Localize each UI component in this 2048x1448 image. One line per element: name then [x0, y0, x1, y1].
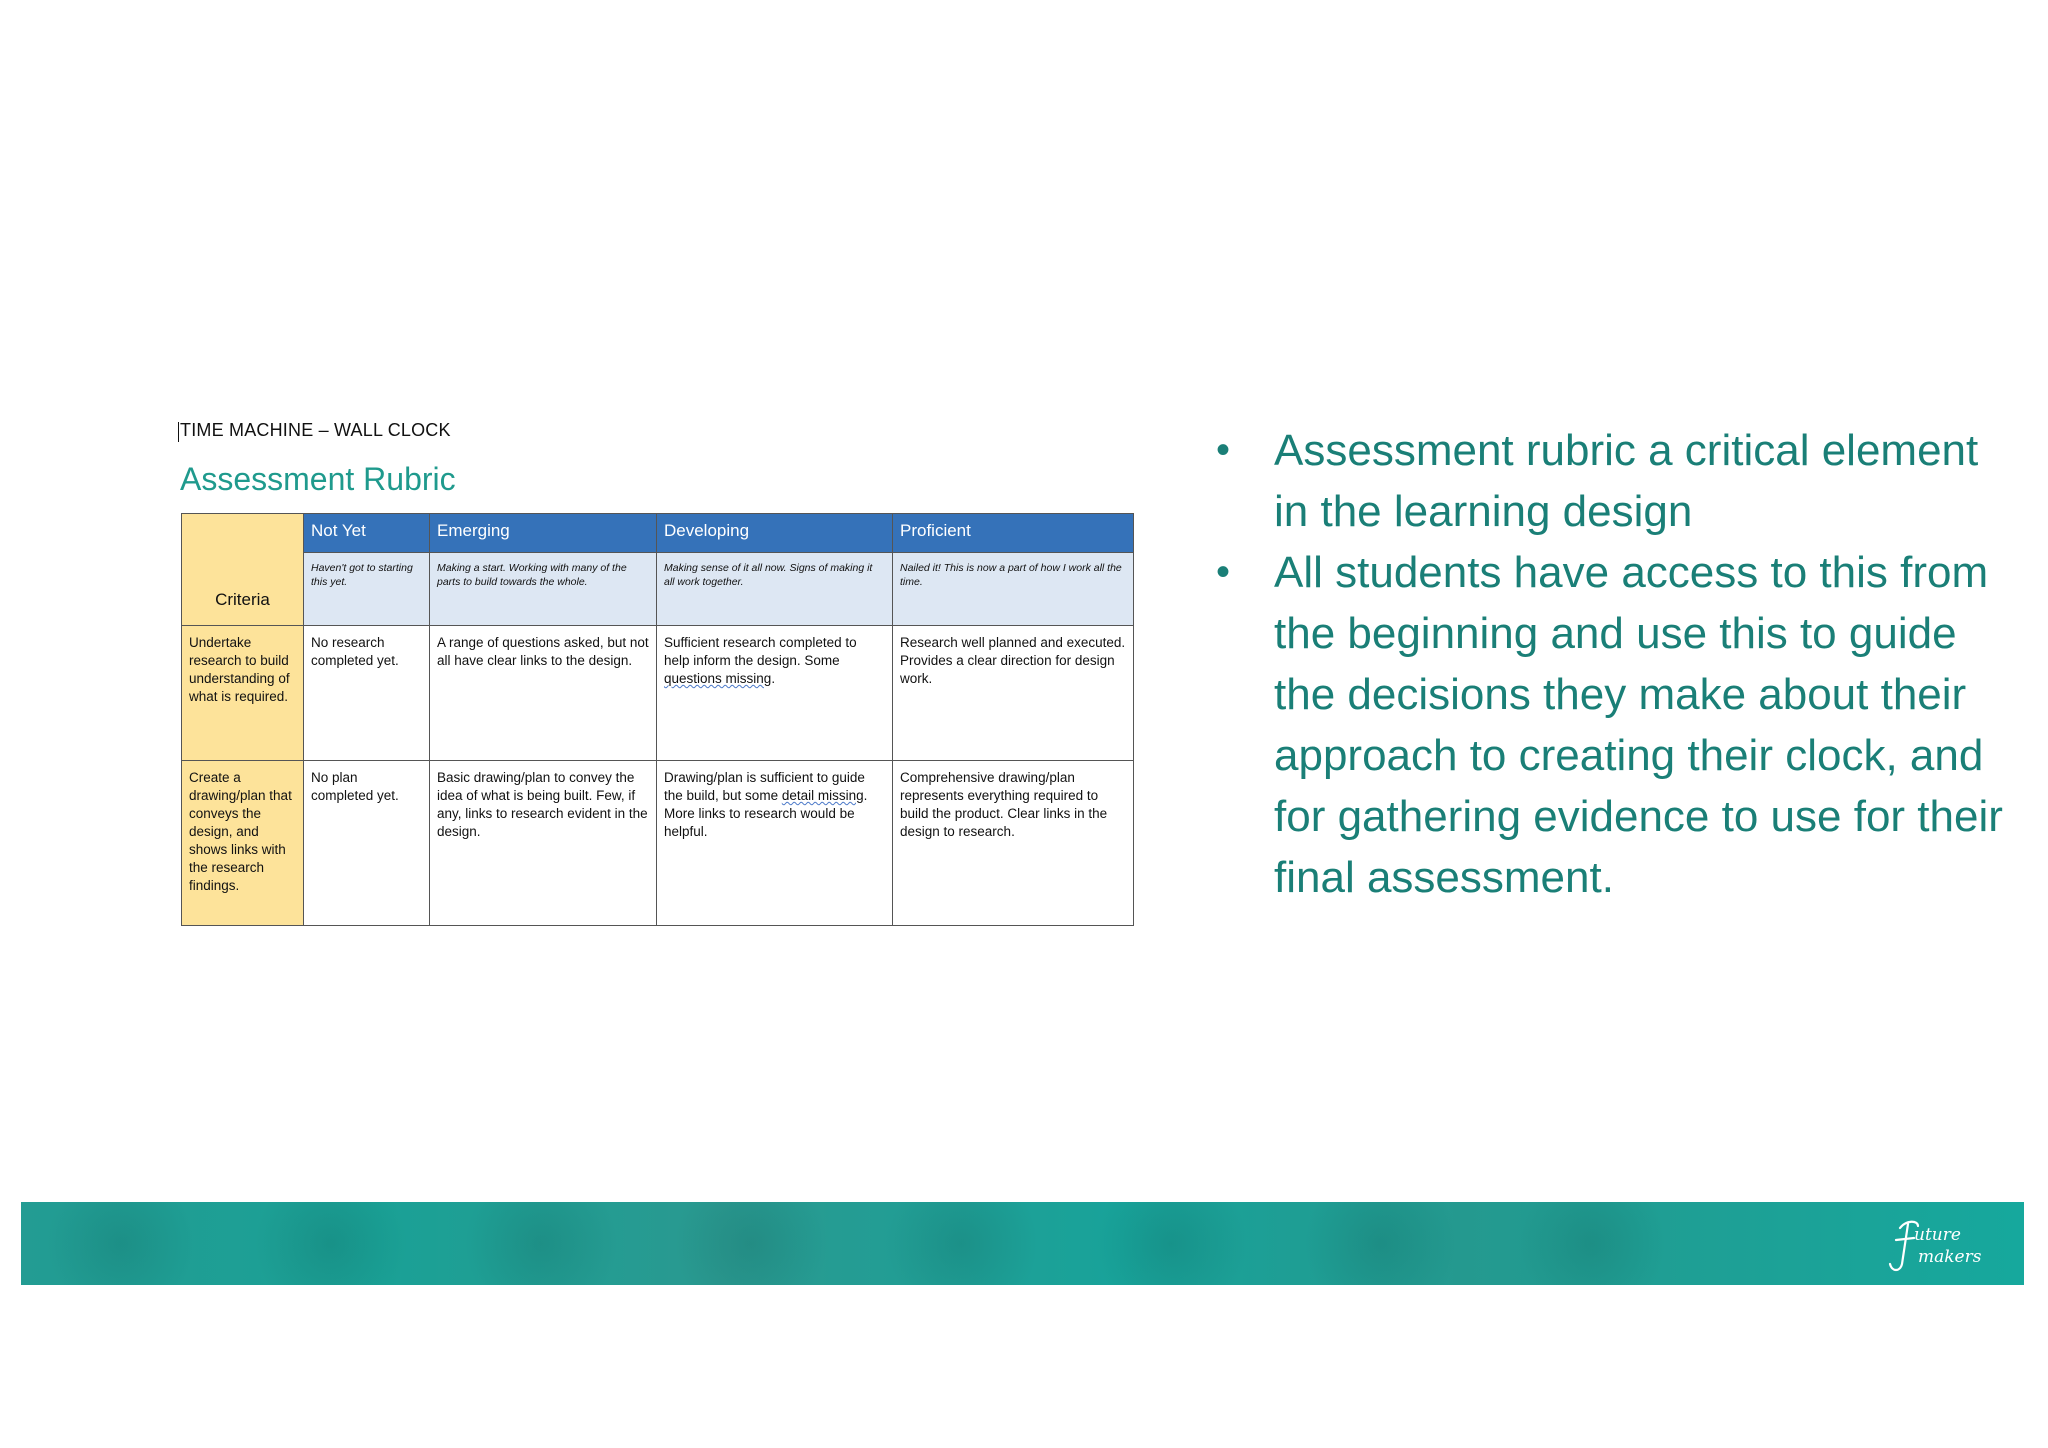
rubric-title: Assessment Rubric: [180, 461, 456, 497]
criterion-drawing: Create a drawing/plan that conveys the design, and shows links with the research findings.: [182, 761, 304, 926]
level-header-developing: Developing: [657, 514, 893, 553]
table-row: [182, 626, 1134, 761]
spellcheck-mark: questions missing: [664, 671, 772, 686]
level-desc-not-yet: Haven't got to starting this yet.: [304, 553, 430, 626]
level-desc-developing: Making sense of it all now. Signs of making it all work together.: [657, 553, 893, 626]
bullet-item: [1210, 542, 2010, 908]
cell-drawing-developing: [657, 761, 893, 926]
level-header-proficient: Proficient: [893, 514, 1134, 553]
cell-drawing-not-yet: No plan completed yet.: [304, 761, 430, 926]
bullet-icon: •: [1216, 550, 1231, 594]
bullet-item: [1210, 420, 2010, 542]
criterion-research: Undertake research to build understanding of what is required.: [182, 626, 304, 761]
spellcheck-mark: detail missing: [781, 788, 864, 803]
bullet-icon: •: [1216, 428, 1231, 472]
bullet-text: All students have access to this from the beginning and use this to guide the decisions they make about their approach to creating their clock, and for gathering evidence to use for their final assessment.: [1274, 548, 2003, 902]
doc-header: TIME MACHINE – WALL CLOCK: [180, 420, 451, 440]
cell-text: Drawing/plan is sufficient to guide the build, but some: [664, 770, 865, 803]
cell-drawing-emerging: Basic drawing/plan to convey the idea of what is being built. Few, if any, links to research evident in the design.: [430, 761, 657, 926]
cell-text: Sufficient research completed to help inform the design. Some: [664, 635, 857, 668]
cell-drawing-proficient: Comprehensive drawing/plan represents everything required to build the product. Clear links in the design to research.: [893, 761, 1134, 926]
cell-research-emerging: A range of questions asked, but not all have clear links to the design.: [430, 626, 657, 761]
cell-research-proficient: Research well planned and executed. Provides a clear direction for design work.: [893, 626, 1134, 761]
level-desc-proficient: Nailed it! This is now a part of how I work all the time.: [893, 553, 1134, 626]
level-header-emerging: Emerging: [430, 514, 657, 553]
footer-banner: [21, 1202, 2024, 1285]
level-header-not-yet: Not Yet: [304, 514, 430, 553]
criteria-header: Criteria: [182, 514, 304, 626]
rubric-table: [181, 513, 1134, 926]
cell-research-not-yet: No research completed yet.: [304, 626, 430, 761]
bullet-list: [1210, 420, 2010, 908]
cell-text: . More links to research would be helpful.: [664, 788, 868, 839]
table-row: [182, 761, 1134, 926]
cell-text: .: [771, 671, 776, 686]
cell-research-developing: [657, 626, 893, 761]
future-makers-logo-icon: [1884, 1214, 1994, 1276]
svg-text:makers: makers: [1918, 1247, 1982, 1267]
bullet-text: Assessment rubric a critical element in the learning design: [1274, 426, 1979, 536]
svg-text:uture: uture: [1914, 1225, 1961, 1245]
level-desc-emerging: Making a start. Working with many of the parts to build towards the whole.: [430, 553, 657, 626]
